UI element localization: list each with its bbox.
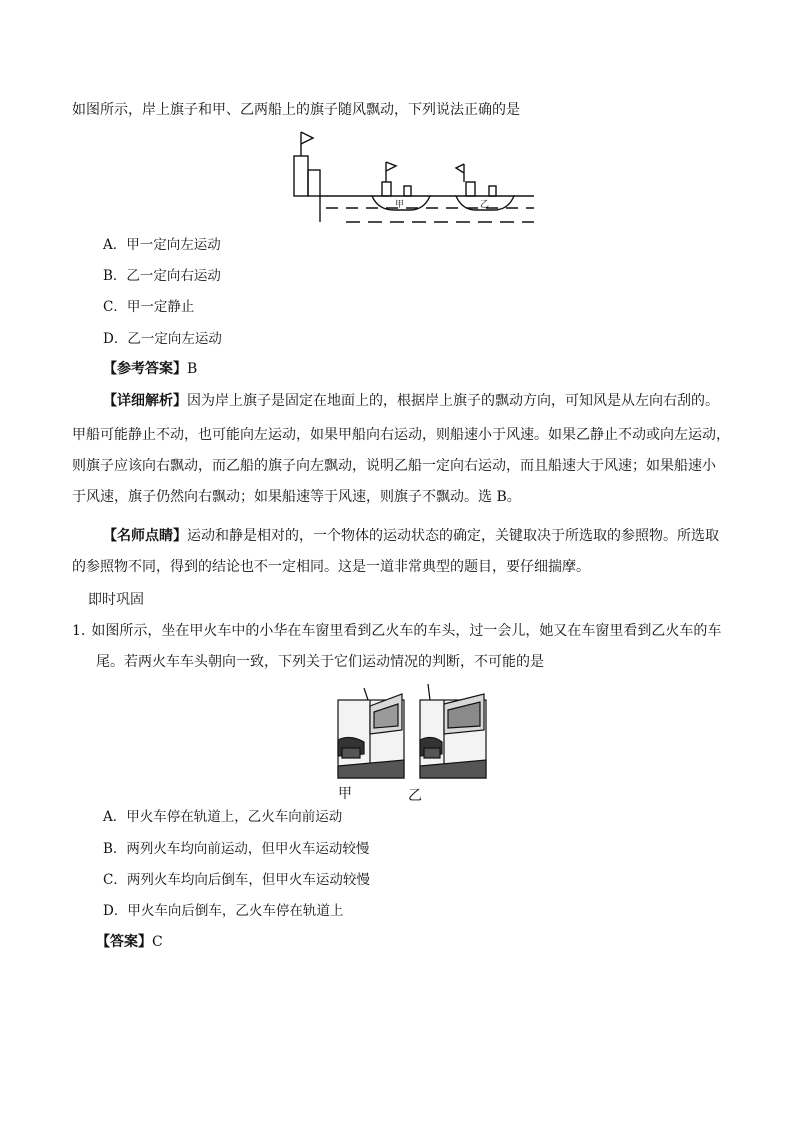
shore-building-tall [294,156,308,196]
q2-answer-line [96,932,163,952]
q2-answer-label: 【答案】 [96,934,152,950]
option-a: A．甲一定向左运动 [103,237,221,253]
tip-label: 【名师点睛】 [103,528,187,544]
question-2-stem-text-1: 如图所示，坐在甲火车中的小华在车窗里看到乙火车的车头，过一会儿，她又在车窗里看到乙火车的车 [91,623,722,639]
train-jia-label: 甲 [338,785,352,801]
boat-jia-label: 甲 [395,199,405,209]
boat-yi-label: 乙 [480,199,490,209]
analysis-line-4: 于风速，旗子仍然向右飘动；如果船速等于风速，则旗子不飘动。选 B。 [72,489,521,505]
analysis-line-2: 甲船可能静止不动，也可能向左运动，如果甲船向右运动，则船速小于风速。如果乙静止不动或向左运动， [72,427,730,443]
tip-line-1 [103,526,719,546]
question-stem: 如图所示，岸上旗子和甲、乙两船上的旗子随风飘动，下列说法正确的是 [72,102,520,118]
analysis-line-1 [103,391,719,411]
tip-line-2: 的参照物不同，得到的结论也不一定相同。这是一道非常典型的题目，要仔细揣摩。 [72,559,590,575]
boat-jia-flag [386,162,396,171]
option-c: C．甲一定静止 [103,299,195,315]
analysis-text-1: 因为岸上旗子是固定在地面上的，根据岸上旗子的飘动方向，可知风是从左向右刮的。 [187,393,719,409]
option-d: D．乙一定向左运动 [103,331,222,347]
answer-line [103,359,197,379]
question-2-number: 1. [72,623,86,639]
answer-label: 【参考答案】 [103,361,187,377]
tip-text-1: 运动和静是相对的，一个物体的运动状态的确定，关键取决于所选取的参照物。所选取 [187,528,719,544]
option-b: B．乙一定向右运动 [103,268,221,284]
shore-flag [301,132,313,144]
question-2-stem-line-1 [72,621,721,641]
q2-option-c: C．两列火车均向后倒车，但甲火车运动较慢 [103,872,370,888]
q2-option-d: D．甲火车向后倒车，乙火车停在轨道上 [103,903,344,919]
answer-value: B [187,361,198,377]
q2-option-b: B．两列火车均向前运动，但甲火车运动较慢 [103,841,370,857]
shore-building-short [308,170,320,196]
train-window-figure [334,676,494,804]
boats-figure [286,128,540,230]
analysis-line-3: 则旗子应该向右飘动，而乙船的旗子向左飘动，说明乙船一定向右运动，而且船速大于风速；如果船速小 [72,458,716,474]
q2-answer-value: C [152,934,163,950]
train-yi-label: 乙 [408,787,422,803]
section-title: 即时巩固 [88,592,144,608]
boat-yi-flag [456,164,464,173]
q2-option-a: A．甲火车停在轨道上，乙火车向前运动 [103,809,343,825]
analysis-label: 【详细解析】 [103,393,187,409]
question-2-stem-line-2: 尾。若两火车车头朝向一致，下列关于它们运动情况的判断，不可能的是 [96,654,544,670]
